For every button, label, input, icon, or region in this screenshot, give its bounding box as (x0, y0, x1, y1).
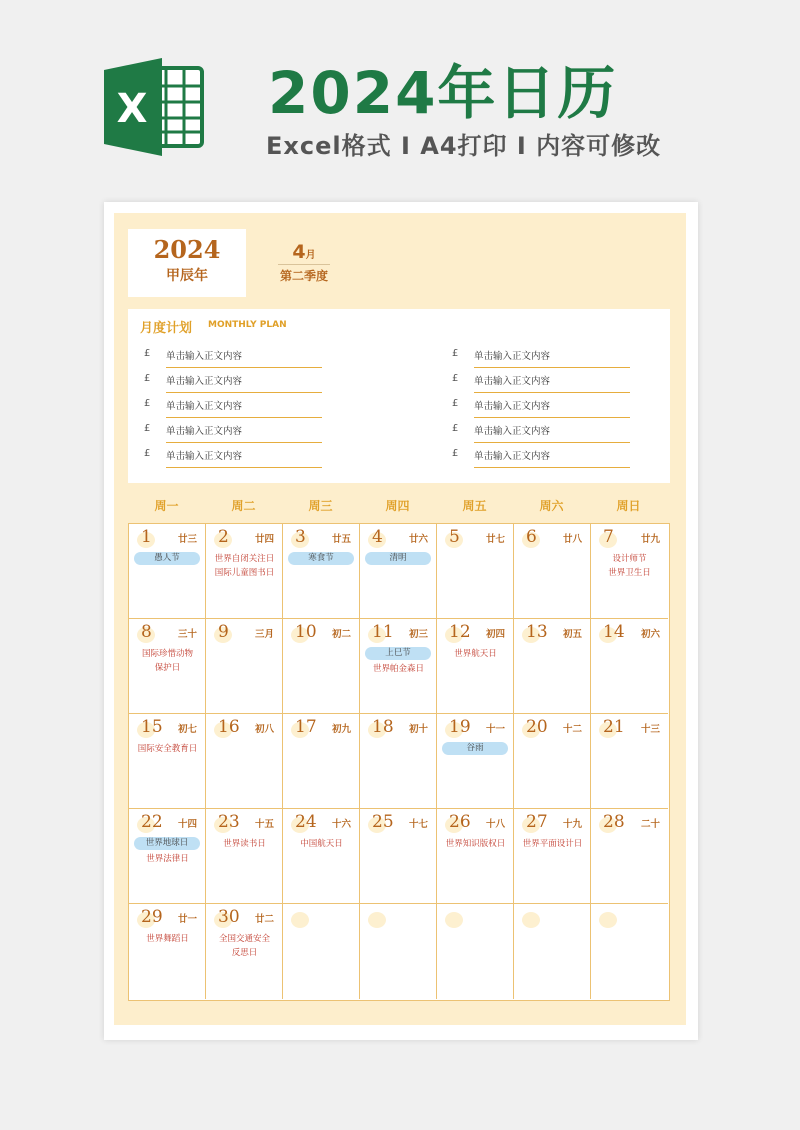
day-cell[interactable] (437, 809, 514, 904)
plan-bullet: £ (452, 448, 459, 459)
day-number: 11 (372, 622, 394, 642)
day-number: 1 (141, 527, 152, 547)
day-cell[interactable] (360, 524, 437, 619)
lunar-date: 廿五 (331, 534, 351, 545)
plan-bullet: £ (144, 348, 151, 359)
day-cell[interactable] (437, 619, 514, 714)
excel-logo-icon (104, 58, 204, 156)
weekday-header (128, 497, 670, 519)
day-cell[interactable] (206, 809, 283, 904)
festival-note: 世界法律日 (146, 854, 189, 864)
lunar-date: 廿二 (254, 914, 274, 925)
plan-column-left (144, 343, 354, 468)
holiday-badge: 世界地球日 (134, 837, 200, 850)
holiday-badge: 清明 (365, 552, 431, 565)
day-number: 2 (218, 527, 229, 547)
year-box (128, 229, 246, 297)
day-cell[interactable] (437, 714, 514, 809)
plan-item (452, 343, 662, 368)
day-blob-decoration (445, 912, 463, 928)
day-cell[interactable] (129, 524, 206, 619)
day-number: 3 (295, 527, 306, 547)
day-number: 18 (372, 717, 394, 737)
day-cell[interactable] (206, 619, 283, 714)
plan-column-right (452, 343, 662, 468)
day-cell[interactable] (591, 809, 668, 904)
empty-day-cell[interactable] (591, 904, 668, 999)
plan-text-field[interactable]: 单击输入正文内容 (166, 348, 322, 368)
plan-bullet: £ (452, 348, 459, 359)
day-cell[interactable] (360, 809, 437, 904)
lunar-date: 初四 (485, 629, 505, 640)
plan-item (144, 443, 354, 468)
plan-bullet: £ (144, 398, 151, 409)
empty-day-cell[interactable] (360, 904, 437, 999)
plan-item (452, 368, 662, 393)
plan-text-field[interactable]: 单击输入正文内容 (474, 348, 630, 368)
calendar-grid (128, 523, 670, 1001)
plan-item (144, 418, 354, 443)
festival-note: 世界读书日 (223, 839, 266, 849)
day-number: 17 (295, 717, 317, 737)
festival-note: 世界舞蹈日 (146, 934, 189, 944)
lunar-date: 廿一 (177, 914, 197, 925)
lunar-date: 二十 (640, 819, 660, 830)
weekday-label: 周一 (154, 499, 179, 513)
festival-note: 世界帕金森日 (372, 664, 424, 674)
plan-bullet: £ (144, 423, 151, 434)
lunar-date: 廿三 (177, 534, 197, 545)
festival-note: 反思日 (231, 948, 258, 958)
festival-note: 国际珍惜动物 (141, 649, 193, 659)
holiday-badge: 上巳节 (365, 647, 431, 660)
day-cell[interactable] (591, 619, 668, 714)
day-number: 12 (449, 622, 471, 642)
day-cell[interactable] (514, 619, 591, 714)
lunar-date: 十三 (640, 724, 660, 735)
day-number: 6 (526, 527, 537, 547)
lunar-date: 十五 (254, 819, 274, 830)
month-divider (278, 264, 330, 265)
plan-item (144, 368, 354, 393)
day-cell[interactable] (437, 524, 514, 619)
weekday-label: 周四 (385, 499, 410, 513)
year-number: 2024 (153, 235, 221, 264)
day-cell[interactable] (206, 714, 283, 809)
lunar-date: 十七 (408, 819, 428, 830)
lunar-date: 初十 (408, 724, 428, 735)
day-number: 29 (141, 907, 163, 927)
plan-bullet: £ (452, 398, 459, 409)
festival-note: 国际安全教育日 (137, 744, 198, 754)
plan-text-field[interactable]: 单击输入正文内容 (166, 448, 322, 468)
year-name: 甲辰年 (166, 268, 208, 284)
plan-text-field[interactable]: 单击输入正文内容 (474, 423, 630, 443)
lunar-date: 廿七 (485, 534, 505, 545)
day-number: 16 (218, 717, 240, 737)
day-cell[interactable] (206, 524, 283, 619)
holiday-badge: 寒食节 (288, 552, 354, 565)
day-number: 27 (526, 812, 548, 832)
day-blob-decoration (368, 912, 386, 928)
lunar-date: 廿八 (562, 534, 582, 545)
day-number: 9 (218, 622, 229, 642)
festival-note: 世界平面设计日 (522, 839, 583, 849)
month-number: 4 (292, 241, 306, 263)
lunar-date: 初六 (640, 629, 660, 640)
festival-note: 全国交通安全 (218, 934, 270, 944)
monthly-plan (128, 309, 670, 483)
lunar-date: 十九 (562, 819, 582, 830)
day-blob-decoration (522, 912, 540, 928)
day-number: 15 (141, 717, 163, 737)
plan-item (144, 343, 354, 368)
weekday-label: 周日 (616, 499, 641, 513)
festival-note: 设计师节 (612, 554, 647, 564)
plan-bullet: £ (452, 423, 459, 434)
plan-text-field[interactable]: 单击输入正文内容 (474, 448, 630, 468)
day-cell[interactable] (283, 714, 360, 809)
day-number: 4 (372, 527, 383, 547)
lunar-date: 三月 (254, 629, 274, 640)
festival-note: 世界航天日 (454, 649, 497, 659)
plan-item (144, 393, 354, 418)
empty-day-cell[interactable] (437, 904, 514, 999)
day-blob-decoration (599, 912, 617, 928)
holiday-badge: 谷雨 (442, 742, 508, 755)
lunar-date: 廿六 (408, 534, 428, 545)
day-number: 30 (218, 907, 240, 927)
page-subtitle: Excel格式 I A4打印 I 内容可修改 (266, 132, 662, 160)
day-number: 8 (141, 622, 152, 642)
day-number: 10 (295, 622, 317, 642)
lunar-date: 十二 (562, 724, 582, 735)
lunar-date: 十四 (177, 819, 197, 830)
day-number: 25 (372, 812, 394, 832)
day-number: 14 (603, 622, 625, 642)
festival-note: 国际儿童图书日 (214, 568, 275, 578)
month-block (274, 241, 334, 284)
plan-text-field[interactable]: 单击输入正文内容 (166, 398, 322, 418)
lunar-date: 初五 (562, 629, 582, 640)
plan-text-field[interactable]: 单击输入正文内容 (474, 373, 630, 393)
lunar-date: 廿九 (640, 534, 660, 545)
day-number: 26 (449, 812, 471, 832)
day-cell[interactable] (283, 619, 360, 714)
day-number: 19 (449, 717, 471, 737)
calendar-page (104, 202, 698, 1040)
lunar-date: 初八 (254, 724, 274, 735)
lunar-date: 十六 (331, 819, 351, 830)
day-cell[interactable] (514, 524, 591, 619)
empty-day-cell[interactable] (514, 904, 591, 999)
weekday-label: 周六 (539, 499, 564, 513)
day-cell[interactable] (129, 904, 206, 999)
day-cell[interactable] (129, 619, 206, 714)
lunar-date: 十八 (485, 819, 505, 830)
lunar-date: 十一 (485, 724, 505, 735)
day-cell[interactable] (360, 714, 437, 809)
month-unit: 月 (305, 250, 316, 261)
plan-text-field[interactable]: 单击输入正文内容 (166, 373, 322, 393)
weekday-label: 周三 (308, 499, 333, 513)
day-number: 21 (603, 717, 625, 737)
holiday-badge: 愚人节 (134, 552, 200, 565)
page-title: 2024年日历 (268, 59, 618, 127)
festival-note: 世界自闭关注日 (214, 554, 275, 564)
day-cell[interactable] (283, 809, 360, 904)
empty-day-cell[interactable] (283, 904, 360, 999)
day-number: 28 (603, 812, 625, 832)
quarter-label: 第二季度 (279, 269, 328, 283)
festival-note: 世界卫生日 (608, 568, 651, 578)
lunar-date: 初二 (331, 629, 351, 640)
plan-text-field[interactable]: 单击输入正文内容 (166, 423, 322, 443)
day-number: 20 (526, 717, 548, 737)
day-cell[interactable] (360, 619, 437, 714)
festival-note: 世界知识版权日 (445, 839, 506, 849)
day-number: 24 (295, 812, 317, 832)
svg-text:X: X (116, 86, 148, 132)
day-cell[interactable] (514, 809, 591, 904)
day-number: 7 (603, 527, 614, 547)
day-cell[interactable] (129, 714, 206, 809)
plan-item (452, 418, 662, 443)
lunar-date: 三十 (177, 629, 197, 640)
day-blob-decoration (291, 912, 309, 928)
plan-subtitle: MONTHLY PLAN (208, 320, 287, 330)
lunar-date: 初九 (331, 724, 351, 735)
day-number: 13 (526, 622, 548, 642)
day-number: 5 (449, 527, 460, 547)
day-cell[interactable] (283, 524, 360, 619)
calendar-sheet (114, 213, 686, 1025)
festival-note: 保护日 (154, 663, 181, 673)
plan-bullet: £ (452, 373, 459, 384)
day-number: 23 (218, 812, 240, 832)
day-cell[interactable] (129, 809, 206, 904)
plan-bullet: £ (144, 448, 151, 459)
plan-text-field[interactable]: 单击输入正文内容 (474, 398, 630, 418)
day-cell[interactable] (206, 904, 283, 999)
lunar-date: 廿四 (254, 534, 274, 545)
day-number: 22 (141, 812, 163, 832)
weekday-label: 周二 (231, 499, 256, 513)
plan-item (452, 393, 662, 418)
festival-note: 中国航天日 (300, 839, 343, 849)
day-cell[interactable] (514, 714, 591, 809)
plan-item (452, 443, 662, 468)
weekday-label: 周五 (462, 499, 487, 513)
plan-title: 月度计划 (140, 321, 193, 336)
plan-bullet: £ (144, 373, 151, 384)
lunar-date: 初三 (408, 629, 428, 640)
day-cell[interactable] (591, 524, 668, 619)
lunar-date: 初七 (177, 724, 197, 735)
day-cell[interactable] (591, 714, 668, 809)
